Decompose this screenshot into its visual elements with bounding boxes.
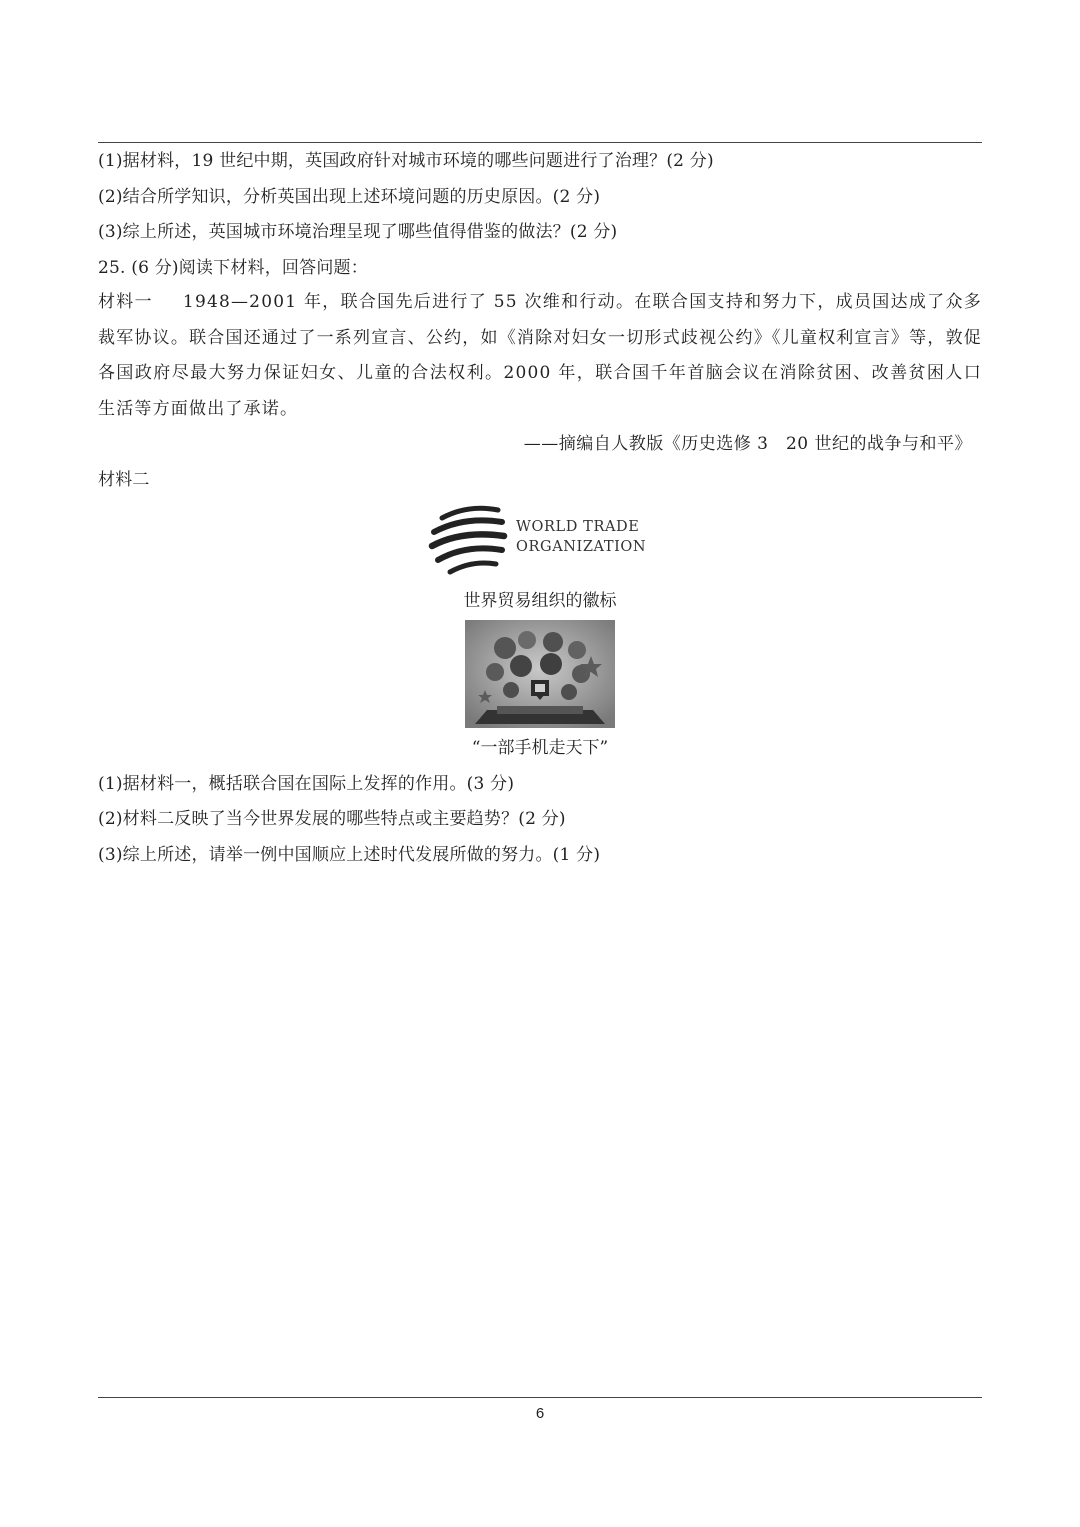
wto-logo-text [516,517,646,557]
q24-part3: (3)综上所述，英国城市环境治理呈现了哪些值得借鉴的做法？(2 分) [98,222,618,242]
wto-logo-line1: WORLD TRADE [516,519,640,535]
material1-paragraph [98,285,982,427]
material1-label: 材料一 [98,292,153,312]
q24-part1: (1)据材料，19 世纪中期，英国政府针对城市环境的哪些问题进行了治理？(2 分) [98,151,714,171]
page-number: 6 [535,1405,545,1422]
header-rule [98,142,982,143]
smartphone-apps-image [465,620,615,728]
footer-rule [98,1397,982,1398]
wto-logo [428,498,652,580]
material1-source: ——摘编自人教版《历史选修 3 20 世纪的战争与和平》 [523,434,972,454]
q24-part2: (2)结合所学知识，分析英国出现上述环境问题的历史原因。(2 分) [98,187,601,207]
q25-part3: (3)综上所述，请举一例中国顺应上述时代发展所做的努力。(1 分) [98,845,601,865]
wto-logo-line2: ORGANIZATION [516,539,647,555]
q25-part2: (2)材料二反映了当今世界发展的哪些特点或主要趋势？(2 分) [98,809,566,829]
q25-header: 25. (6 分)阅读下材料，回答问题： [98,258,368,278]
q25-part1: (1)据材料一，概括联合国在国际上发挥的作用。(3 分) [98,774,515,794]
wto-logo-caption: 世界贸易组织的徽标 [463,591,617,611]
material1-text: 1948—2001 年，联合国先后进行了 55 次维和行动。在联合国支持和努力下，成员国达成了众多裁军协议。联合国还通过了一系列宣言、公约，如《消除对妇女一切形式歧视公约》《儿童权利宣言》等，敦促各国政府尽最大努力保证妇女、儿童的合法权利。2000 年，联合国千年首脑会议在消除贫困、改善贫困人口生活等方面做出了承诺。 [98,292,982,419]
wto-swoosh-icon [428,498,512,580]
phone-image-caption: “一部手机走天下” [471,738,609,758]
material2-label: 材料二 [98,470,150,490]
